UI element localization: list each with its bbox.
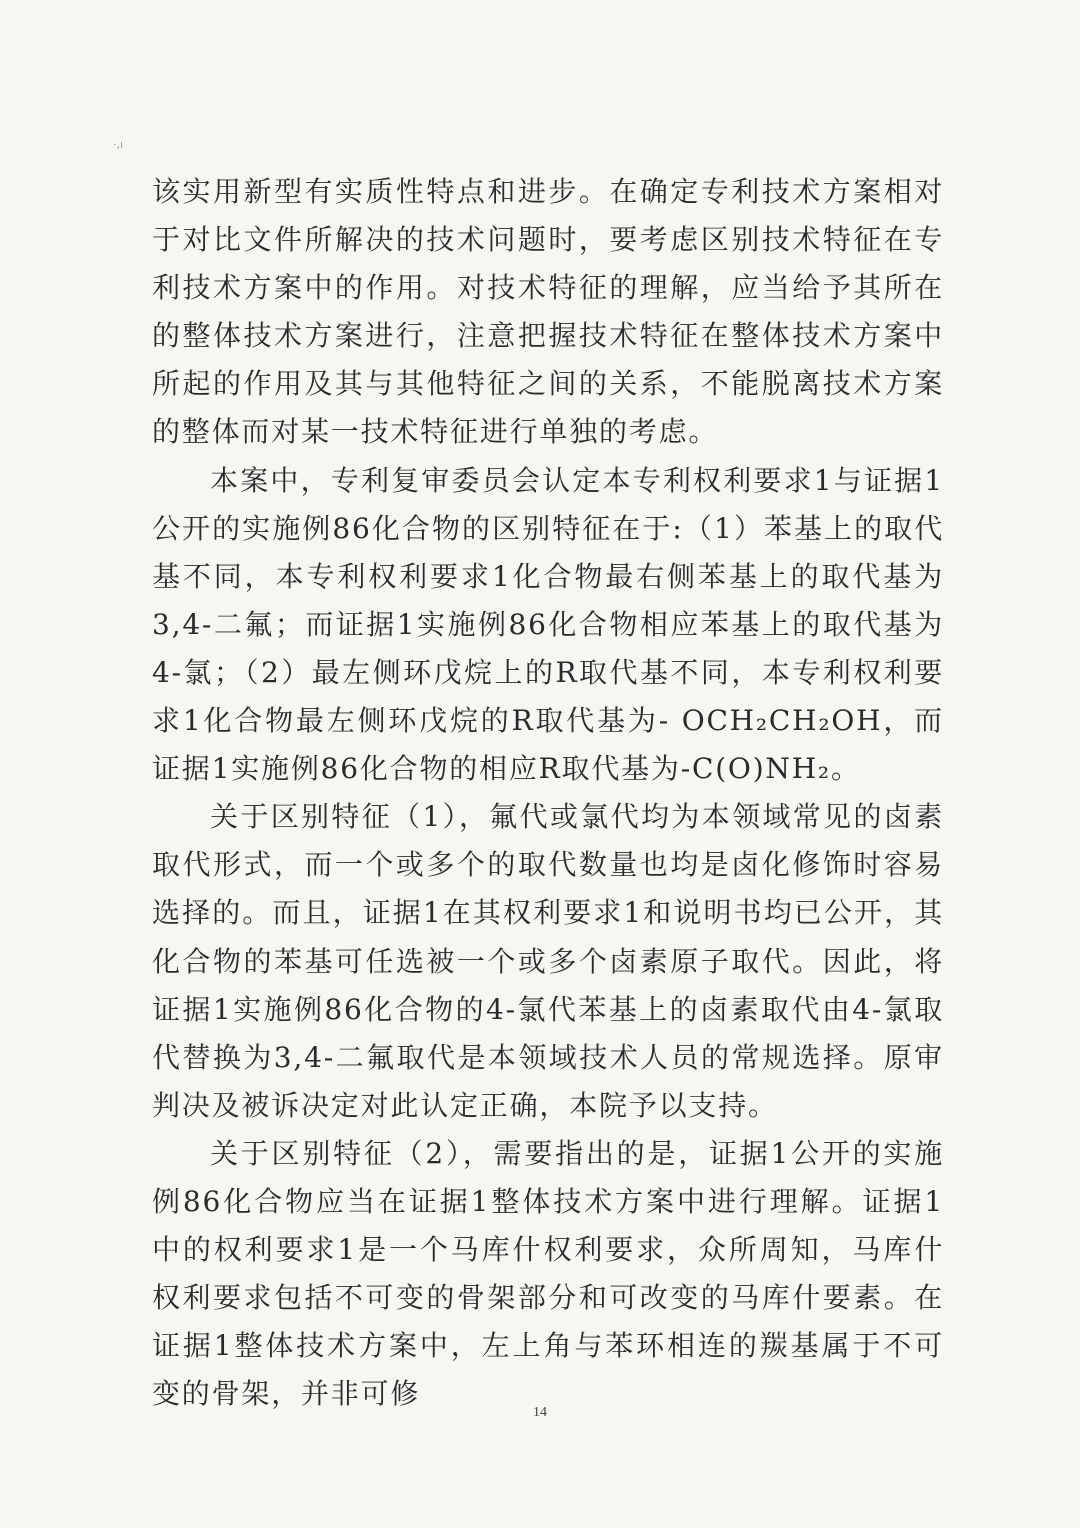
- paragraph-1: 该实用新型有实质性特点和进步。在确定专利技术方案相对于对比文件所解决的技术问题时，要考虑区别技术特征在专利技术方案中的作用。对技术特征的理解，应当给予其所在的整体技术方案进行，注意把握技术特征在整体技术方案中所起的作用及其与其他特征之间的关系，不能脱离技术方案的整体而对某一技术特征进行单独的考虑。: [152, 175, 944, 449]
- paragraph-3: 关于区别特征（1），氟代或氯代均为本领域常见的卤素取代形式，而一个或多个的取代数量也均是卤化修饰时容易选择的。而且，证据1在其权利要求1和说明书均已公开，其化合物的苯基可任选被一个或多个卤素原子取代。因此，将证据1实施例86化合物的4-氯代苯基上的卤素取代由4-氯取代替换为3,4-二氟取代是本领域技术人员的常规选择。原审判决及被诉决定对此认定正确，本院予以支持。: [152, 800, 944, 1122]
- page-number: 14: [533, 1405, 547, 1420]
- paragraph-2: 本案中，专利复审委员会认定本专利权利要求1与证据1公开的实施例86化合物的区别特征在于:（1）苯基上的取代基不同，本专利权利要求1化合物最右侧苯基上的取代基为3,4-二氟；而证据1实施例86化合物相应苯基上的取代基为4-氯；（2）最左侧环戊烷上的R取代基不同，本专利权利要求1化合物最左侧环戊烷的R取代基为- OCH₂CH₂OH，而证据1实施例86化合物的相应R取代基为-C(O)NH₂。: [152, 463, 944, 786]
- scan-speck: ·,ı: [113, 138, 124, 151]
- paragraph-4: 关于区别特征（2），需要指出的是，证据1公开的实施例86化合物应当在证据1整体技术方案中进行理解。证据1中的权利要求1是一个马库什权利要求，众所周知，马库什权利要求包括不可变的骨架部分和可改变的马库什要素。在证据1整体技术方案中，左上角与苯环相连的羰基属于不可变的骨架，并非可修: [152, 1136, 944, 1411]
- body-text: [152, 168, 944, 1418]
